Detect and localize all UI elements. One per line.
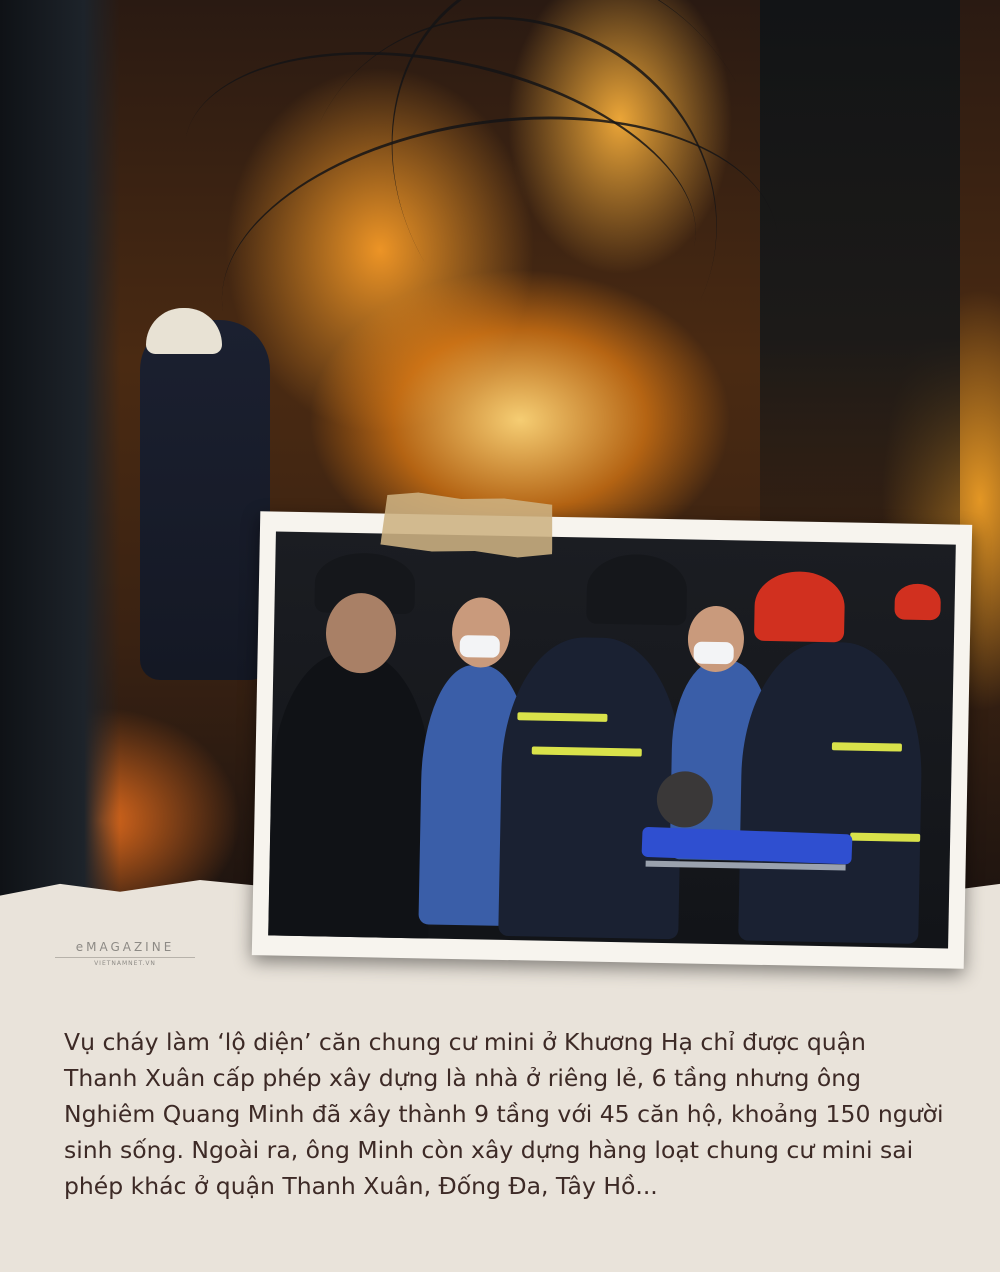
firefighter-helmet-dark — [586, 553, 687, 625]
reflective-stripe — [850, 833, 920, 842]
face-mask — [693, 642, 733, 665]
building-wall — [0, 0, 120, 905]
burnt-building — [760, 0, 960, 560]
brand-site: VIETNAMNET.VN — [55, 957, 195, 967]
firefighter-helmet — [146, 308, 222, 354]
article-caption: Vụ cháy làm ‘lộ diện’ căn chung cư mini ở Khương Hạ chỉ được quận Thanh Xuân cấp phép xây dựng là nhà ở riêng lẻ, 6 tầng nhưng ông Nghiêm Quang Minh đã xây thành 9 tầng với 45 căn hộ, khoảng 150 người sinh sống. Ngoài ra, ông Minh còn xây dựng hàng loạt chung cư mini sai phép khác ở quận Thanh Xuân, Đống Đa, Tây Hồ... — [64, 1028, 944, 1200]
bystander-helmet — [894, 583, 941, 620]
polaroid-photo — [252, 511, 972, 969]
firefighter-on-ladder — [140, 320, 270, 680]
face-mask — [460, 635, 500, 658]
firefighter-helmet-red — [754, 571, 845, 643]
rescuer-left — [268, 651, 433, 948]
reflective-stripe — [517, 712, 607, 722]
brand-name: eMAGAZINE — [75, 940, 175, 954]
rescue-photo — [268, 532, 956, 949]
firefighter-center — [498, 636, 684, 939]
firefighter-right — [738, 641, 924, 944]
brand-logo — [55, 940, 195, 967]
reflective-stripe — [832, 742, 902, 751]
